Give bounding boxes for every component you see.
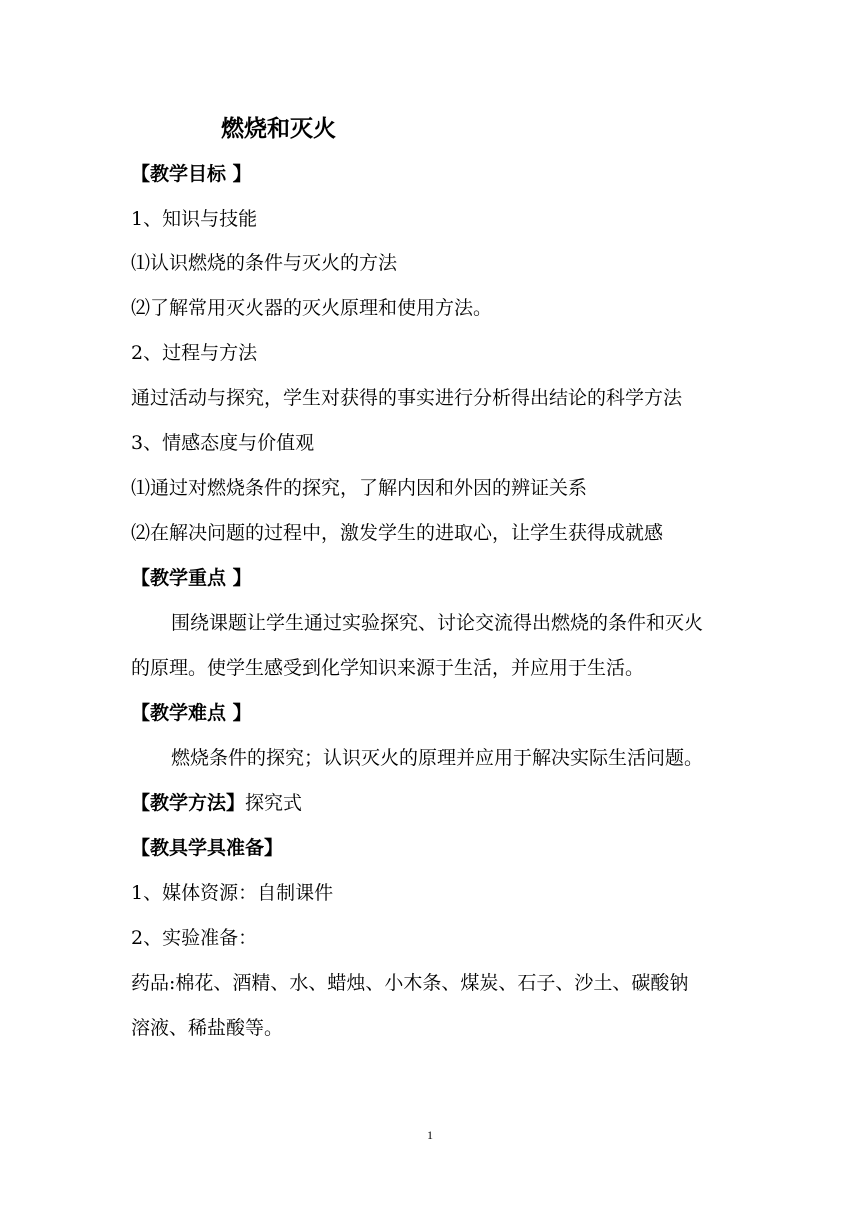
- preparation-item-3-line-2: 溶液、稀盐酸等。: [131, 1017, 284, 1039]
- objectives-heading: 【教学目标 】: [131, 163, 252, 185]
- preparation-item-1: 1、媒体资源：自制课件: [131, 882, 334, 904]
- objective-3-item-1: ⑴通过对燃烧条件的探究，了解内因和外因的辨证关系: [131, 477, 588, 499]
- objective-3-item-2: ⑵在解决问题的过程中，激发学生的进取心，让学生获得成就感: [131, 522, 664, 544]
- preparation-item-2: 2、实验准备：: [131, 927, 258, 949]
- document-title: 燃烧和灭火: [221, 116, 336, 142]
- difficult-points-heading: 【教学难点 】: [131, 702, 252, 724]
- objective-1-item-1: ⑴认识燃烧的条件与灭火的方法: [131, 252, 398, 274]
- key-points-heading: 【教学重点 】: [131, 567, 252, 589]
- method-text: 探究式: [245, 792, 303, 814]
- preparation-item-3-line-1: 药品:棉花、酒精、水、蜡烛、小木条、煤炭、石子、沙土、碳酸钠: [131, 972, 689, 994]
- method-heading: 【教学方法】: [131, 792, 246, 814]
- difficult-points-text: 燃烧条件的探究；认识灭火的原理并应用于解决实际生活问题。: [171, 747, 704, 769]
- objective-3-heading: 3、情感态度与价值观: [131, 432, 315, 454]
- objective-2-text: 通过活动与探究，学生对获得的事实进行分析得出结论的科学方法: [131, 387, 683, 409]
- objective-2-heading: 2、过程与方法: [131, 342, 258, 364]
- key-points-text-line-2: 的原理。使学生感受到化学知识来源于生活，并应用于生活。: [131, 657, 645, 679]
- key-points-text-line-1: 围绕课题让学生通过实验探究、讨论交流得出燃烧的条件和灭火: [171, 612, 704, 634]
- page-number: 1: [427, 1128, 433, 1142]
- method-line: [131, 790, 302, 816]
- objective-1-heading: 1、知识与技能: [131, 208, 258, 230]
- objective-1-item-2: ⑵了解常用灭火器的灭火原理和使用方法。: [131, 297, 493, 319]
- preparation-heading: 【教具学具准备】: [131, 837, 284, 859]
